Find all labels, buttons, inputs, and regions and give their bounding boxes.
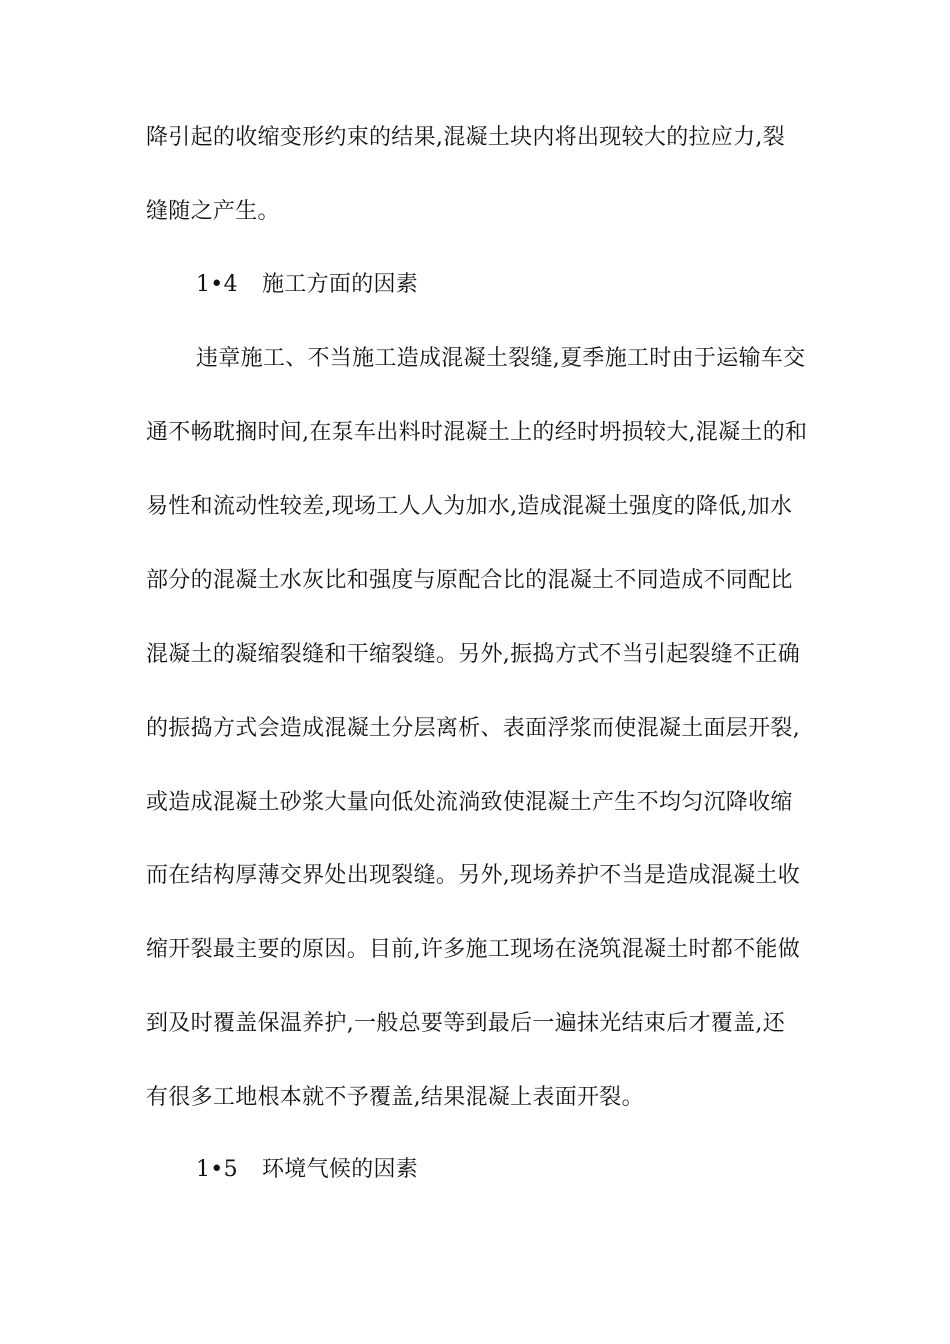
paragraph-line: 的振捣方式会造成混凝土分层离析、表面浮浆而使混凝土面层开裂, — [146, 716, 800, 741]
paragraph-line: 部分的混凝土水灰比和强度与原配合比的混凝土不同造成不同配比 — [146, 568, 793, 593]
paragraph-line: 混凝土的凝缩裂缝和干缩裂缝。另外,振捣方式不当引起裂缝不正确 — [146, 642, 800, 667]
paragraph-line: 到及时覆盖保温养护,一般总要等到最后一遍抹光结束后才覆盖,还 — [146, 1011, 785, 1036]
paragraph-line: 违章施工、不当施工造成混凝土裂缝,夏季施工时由于运输车交 — [196, 346, 806, 371]
paragraph-line: 降引起的收缩变形约束的结果,混凝土块内将出现较大的拉应力,裂 — [146, 125, 785, 150]
section-number: 1•5 — [196, 1157, 238, 1182]
paragraph-line: 易性和流动性较差,现场工人人为加水,造成混凝土强度的降低,加水 — [146, 494, 793, 519]
paragraph-line: 而在结构厚薄交界处出现裂缝。另外,现场养护不当是造成混凝土收 — [146, 863, 800, 888]
paragraph-line: 缩开裂最主要的原因。目前,许多施工现场在浇筑混凝土时都不能做 — [146, 937, 800, 962]
paragraph-line: 或造成混凝土砂浆大量向低处流淌致使混凝土产生不均匀沉降收缩 — [146, 790, 793, 815]
section-title: 施工方面的因素 — [262, 272, 419, 297]
paragraph-line: 通不畅耽搁时间,在泵车出料时混凝土上的经时坍损较大,混凝土的和 — [146, 420, 808, 445]
paragraph-line: 缝随之产生。 — [146, 199, 280, 224]
section-heading-1-5 — [196, 1155, 866, 1185]
paragraph-line: 有很多工地根本就不予覆盖,结果混凝上表面开裂。 — [146, 1085, 644, 1110]
section-number: 1•4 — [196, 272, 238, 297]
section-title: 环境气候的因素 — [262, 1157, 419, 1182]
section-heading-1-4 — [196, 270, 866, 300]
